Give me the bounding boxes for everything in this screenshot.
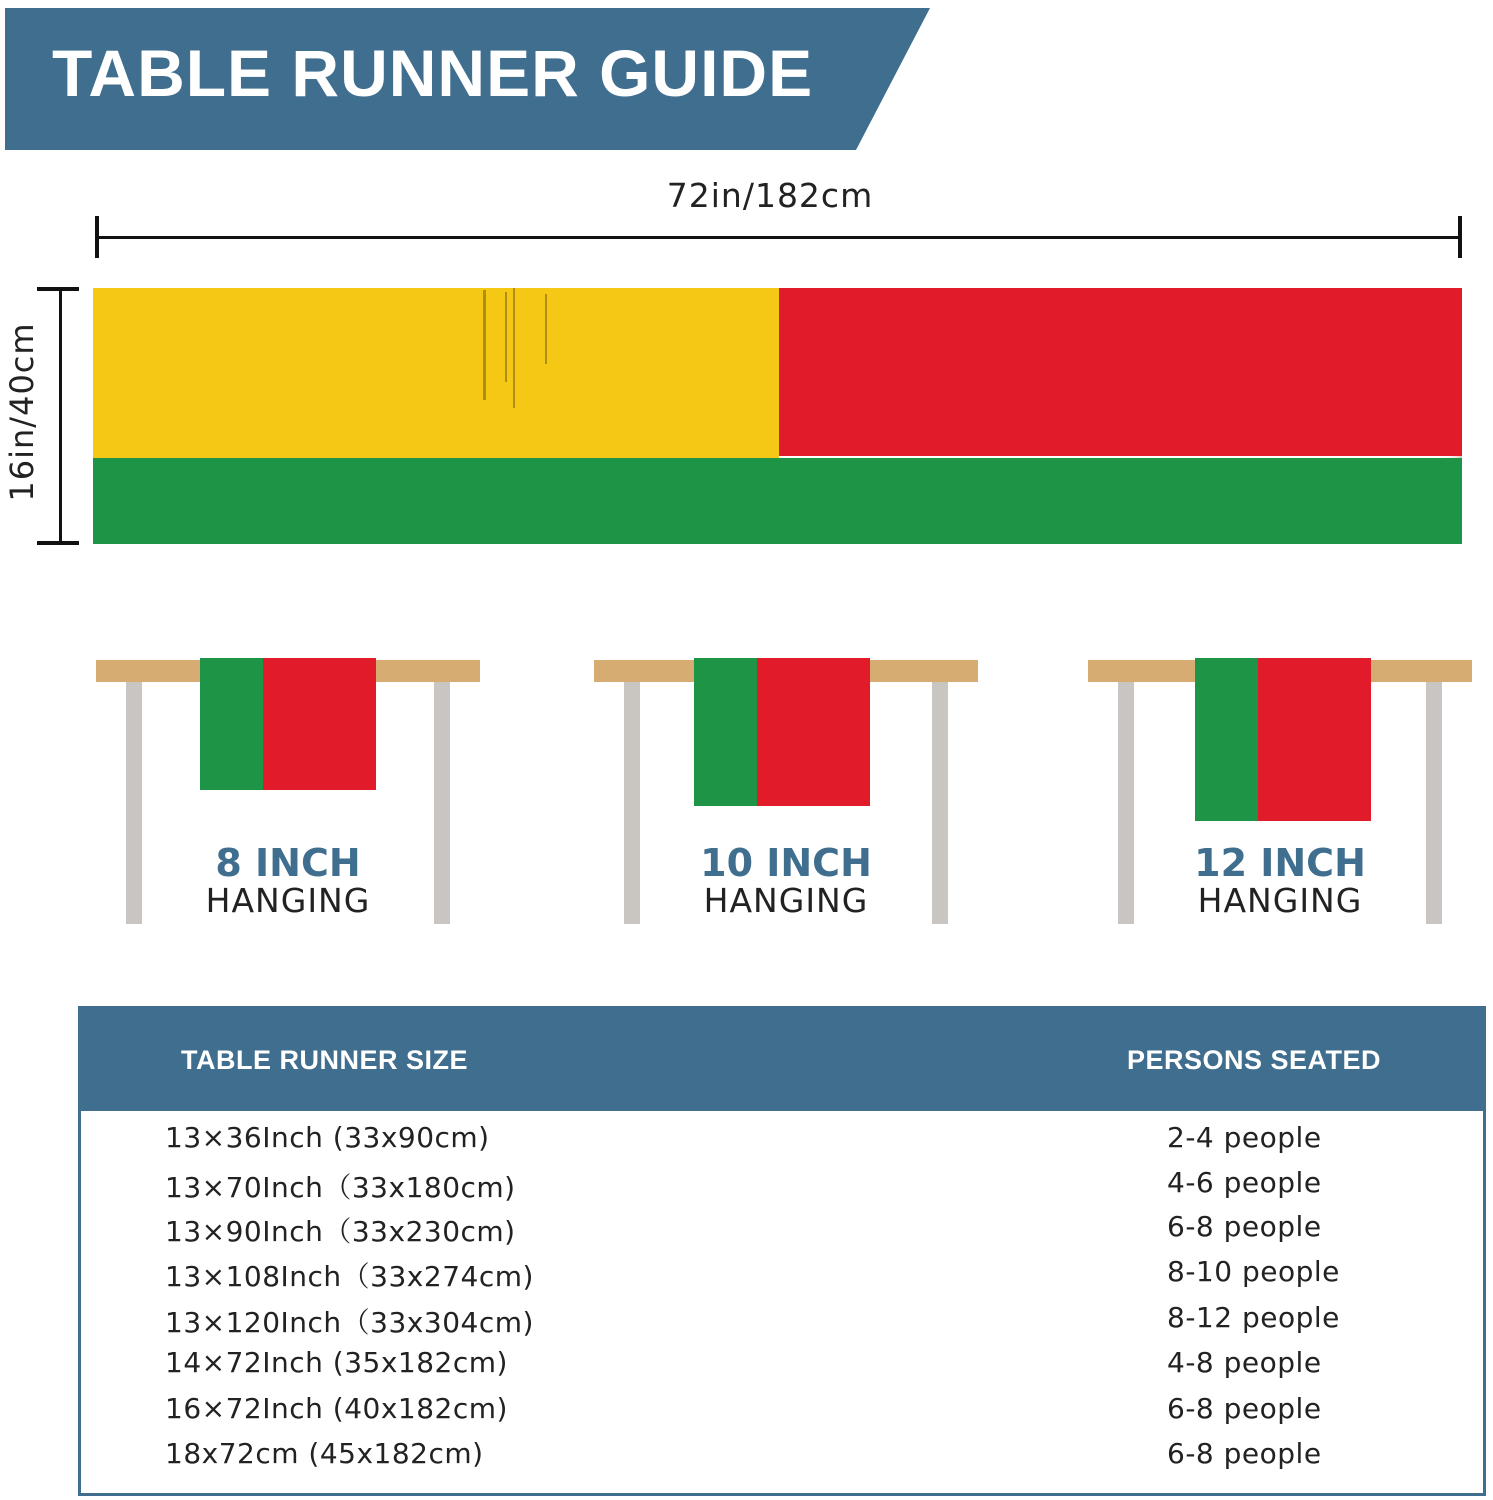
hanging-runner bbox=[1195, 658, 1371, 821]
hanging-runner bbox=[200, 658, 376, 790]
runner-distress-mark bbox=[513, 288, 515, 408]
size-table-header bbox=[81, 1009, 1483, 1111]
hanging-illustration-12 bbox=[1088, 658, 1472, 928]
seated-cell: 4-8 people bbox=[1167, 1346, 1322, 1379]
height-dimension-line bbox=[59, 288, 62, 544]
seated-cell: 6-8 people bbox=[1167, 1392, 1322, 1425]
runner-distress-mark bbox=[483, 290, 486, 400]
size-cell: 16×72Inch (40x182cm) bbox=[165, 1392, 508, 1425]
size-cell: 14×72Inch (35x182cm) bbox=[165, 1346, 508, 1379]
seated-cell: 6-8 people bbox=[1167, 1210, 1322, 1243]
page-title: TABLE RUNNER GUIDE bbox=[52, 36, 814, 110]
hanging-size-label: 8 INCH bbox=[215, 841, 361, 885]
width-dimension-line bbox=[96, 236, 1462, 239]
size-cell: 18x72cm (45x182cm) bbox=[165, 1437, 484, 1470]
hanging-label: HANGING bbox=[205, 881, 371, 920]
table-row bbox=[81, 1121, 1483, 1161]
header-runner-size: TABLE RUNNER SIZE bbox=[181, 1045, 469, 1075]
runner-distress-mark bbox=[505, 292, 507, 382]
hanging-runner bbox=[694, 658, 870, 806]
seated-cell: 8-12 people bbox=[1167, 1301, 1340, 1334]
seated-cell: 2-4 people bbox=[1167, 1121, 1322, 1154]
height-dimension-top-tick bbox=[37, 287, 79, 291]
hanging-size-label: 10 INCH bbox=[700, 841, 872, 885]
table-row bbox=[81, 1437, 1483, 1477]
size-cell: 13×108Inch（33x274cm) bbox=[165, 1260, 534, 1293]
hanging-illustration-8 bbox=[96, 658, 480, 928]
table-runner-image bbox=[93, 288, 1462, 544]
size-table bbox=[78, 1006, 1486, 1496]
seated-cell: 4-6 people bbox=[1167, 1166, 1322, 1199]
hanging-size-label: 12 INCH bbox=[1194, 841, 1366, 885]
runner-yellow-stripe bbox=[93, 288, 779, 458]
height-dimension-label: 16in/40cm bbox=[3, 322, 41, 502]
runner-red-stripe bbox=[779, 288, 1462, 456]
header-persons-seated: PERSONS SEATED bbox=[1127, 1045, 1382, 1075]
hanging-label: HANGING bbox=[1197, 881, 1363, 920]
seated-cell: 8-10 people bbox=[1167, 1255, 1340, 1288]
hanging-label: HANGING bbox=[703, 881, 869, 920]
runner-distress-mark bbox=[545, 294, 547, 364]
seated-cell: 6-8 people bbox=[1167, 1437, 1322, 1470]
size-cell: 13×90Inch（33x230cm) bbox=[165, 1215, 516, 1248]
table-row bbox=[81, 1346, 1483, 1386]
table-row bbox=[81, 1166, 1483, 1206]
width-dimension-label: 72in/182cm bbox=[666, 176, 874, 215]
size-cell: 13×36Inch (33x90cm) bbox=[165, 1121, 490, 1154]
runner-green-stripe bbox=[93, 458, 1462, 544]
height-dimension-bottom-tick bbox=[37, 541, 79, 545]
size-cell: 13×70Inch（33x180cm) bbox=[165, 1171, 516, 1204]
width-dimension-right-tick bbox=[1458, 216, 1462, 258]
table-row bbox=[81, 1301, 1483, 1341]
width-dimension-left-tick bbox=[95, 216, 99, 258]
table-row bbox=[81, 1392, 1483, 1432]
hanging-illustration-10 bbox=[594, 658, 978, 928]
table-row bbox=[81, 1255, 1483, 1295]
table-row bbox=[81, 1210, 1483, 1250]
size-cell: 13×120Inch（33x304cm) bbox=[165, 1306, 534, 1339]
